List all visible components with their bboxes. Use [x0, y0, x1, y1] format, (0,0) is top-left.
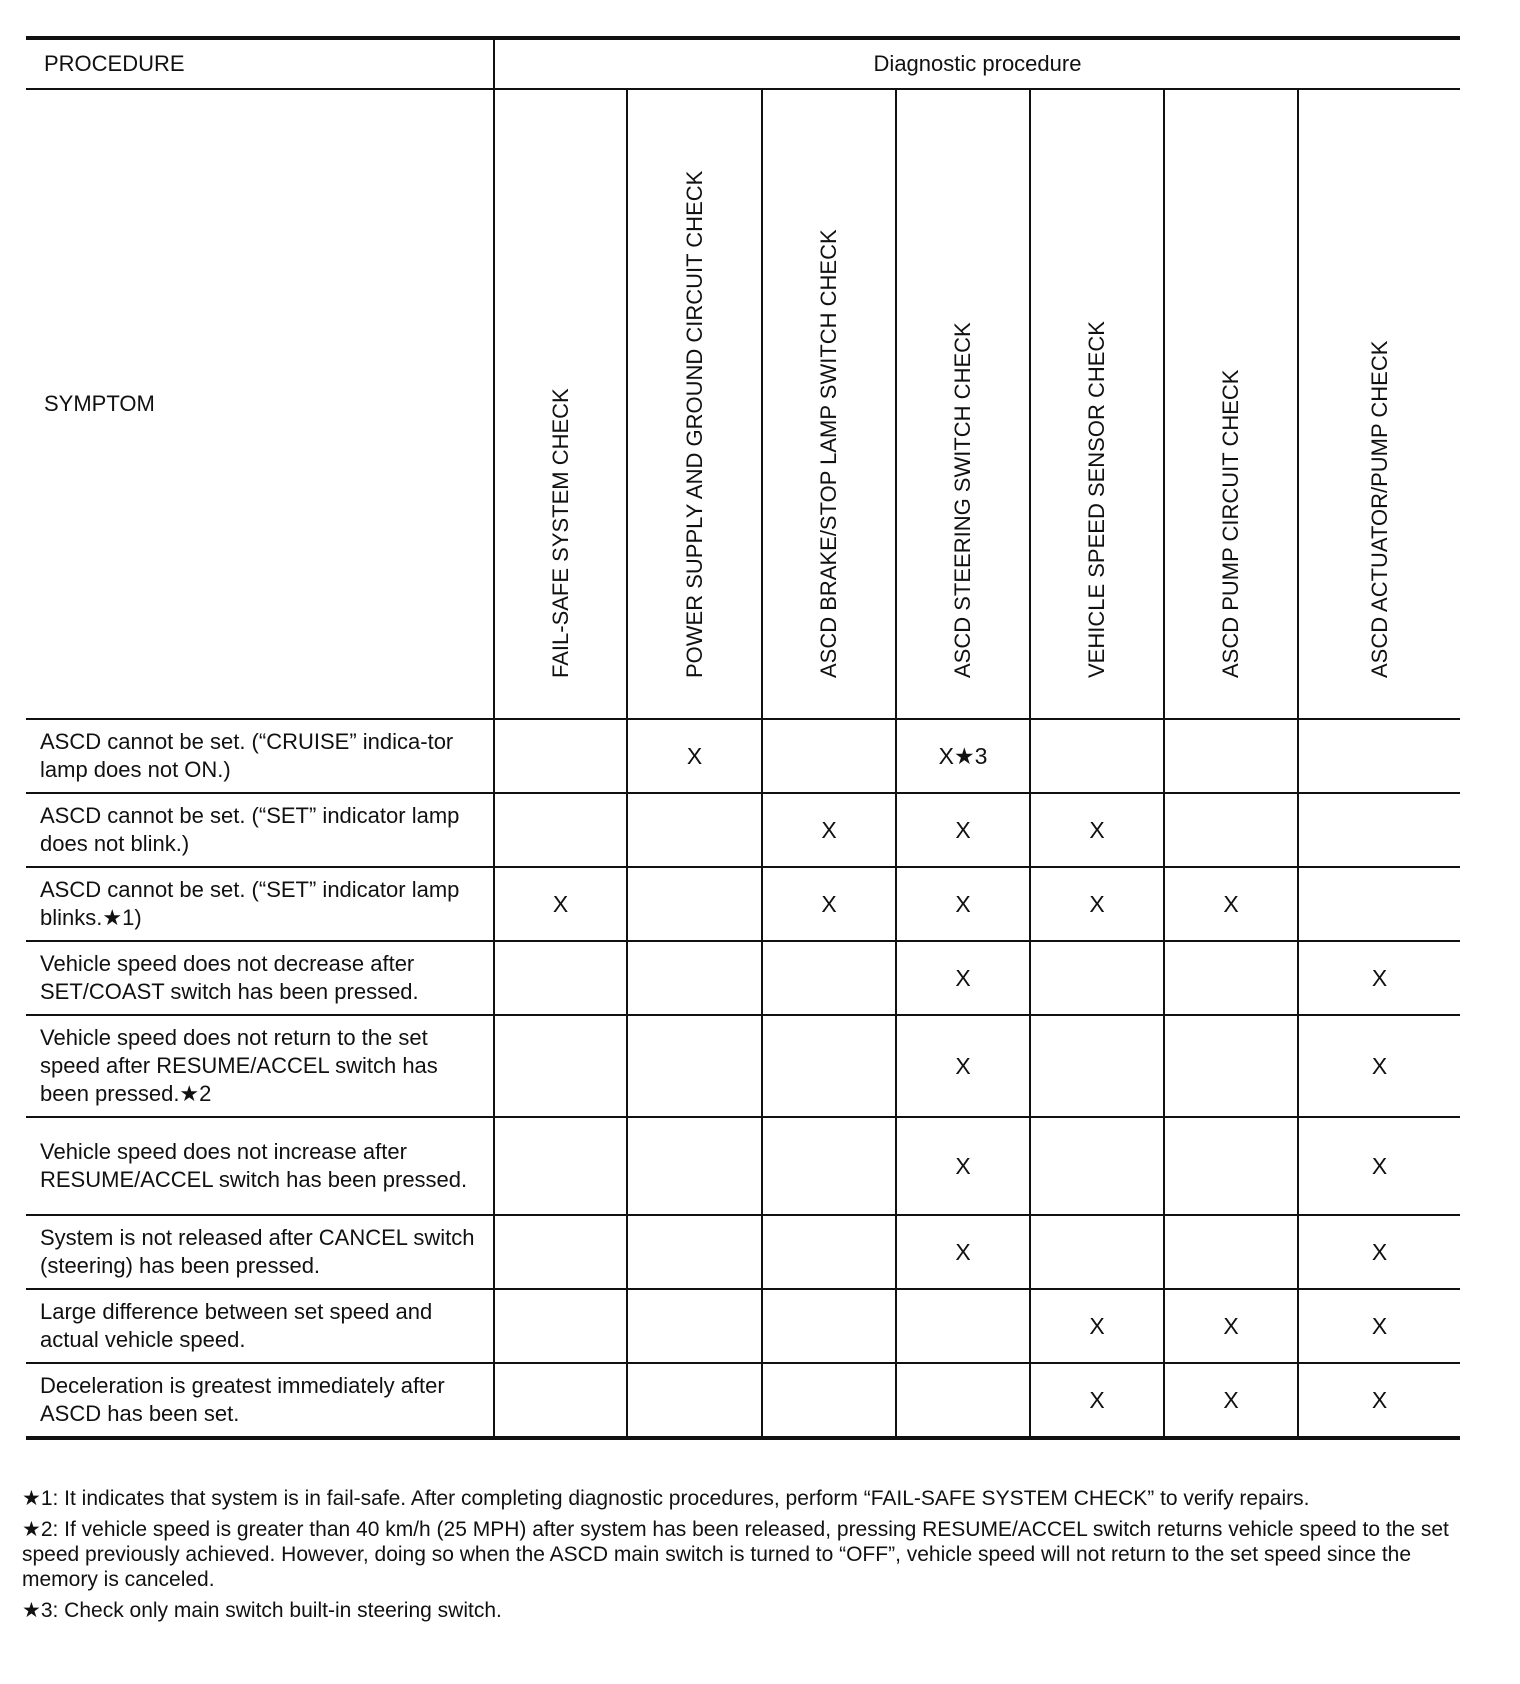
check-mark-cell — [1164, 941, 1298, 1015]
check-mark-cell — [494, 941, 627, 1015]
check-mark-cell — [1030, 941, 1164, 1015]
check-mark-cell — [762, 1363, 896, 1438]
symptom-cell: ASCD cannot be set. (“SET” indicator lamp does not blink.) — [26, 793, 494, 867]
check-mark-cell — [762, 1015, 896, 1117]
check-mark-cell — [1164, 719, 1298, 793]
check-mark-cell: X — [1164, 1289, 1298, 1363]
check-mark-cell — [1164, 1015, 1298, 1117]
check-mark-cell — [1030, 1215, 1164, 1289]
check-mark-cell: X — [1030, 793, 1164, 867]
check-mark-cell — [1030, 1015, 1164, 1117]
symptom-label: SYMPTOM — [26, 89, 494, 719]
check-mark-cell — [627, 1215, 762, 1289]
check-mark-cell — [494, 1117, 627, 1215]
column-header-label: ASCD PUMP CIRCUIT CHECK — [1218, 369, 1243, 678]
table-row — [26, 867, 1460, 941]
column-header-pump-circuit — [1164, 89, 1298, 719]
column-header-label: FAIL-SAFE SYSTEM CHECK — [547, 388, 573, 678]
footnotes — [22, 1486, 1462, 1629]
check-mark-cell — [494, 1363, 627, 1438]
column-header-brake-stop-lamp — [762, 89, 896, 719]
symptom-cell: System is not released after CANCEL switch (steering) has been pressed. — [26, 1215, 494, 1289]
table-row — [26, 1117, 1460, 1215]
table-row — [26, 1363, 1460, 1438]
check-mark-cell — [627, 1289, 762, 1363]
symptom-cell: Large difference between set speed and actual vehicle speed. — [26, 1289, 494, 1363]
check-mark-cell — [627, 867, 762, 941]
check-mark-cell: X — [762, 867, 896, 941]
header-row-columns — [26, 89, 1460, 719]
column-header-power-supply — [627, 89, 762, 719]
check-mark-cell — [1164, 1117, 1298, 1215]
table-row — [26, 793, 1460, 867]
table-row — [26, 719, 1460, 793]
symptom-cell: Vehicle speed does not return to the set speed after RESUME/ACCEL switch has been pressed.★2 — [26, 1015, 494, 1117]
check-mark-cell: X — [896, 941, 1030, 1015]
check-mark-cell — [896, 1363, 1030, 1438]
check-mark-cell — [494, 1289, 627, 1363]
check-mark-cell — [1164, 793, 1298, 867]
check-mark-cell — [627, 941, 762, 1015]
check-mark-cell: X — [1298, 1117, 1460, 1215]
column-header-label: ASCD BRAKE/STOP LAMP SWITCH CHECK — [816, 229, 841, 678]
footnote-2: ★2: If vehicle speed is greater than 40 km/h (25 MPH) after system has been released, pressing RESUME/ACCEL switch returns vehicle speed to the set speed previously achieved. However, doing so when the ASCD main switch is turned to “OFF”, vehicle speed will not return to the set speed since the memory is canceled. — [22, 1518, 1449, 1591]
check-mark-cell — [896, 1289, 1030, 1363]
check-mark-cell: X — [1030, 867, 1164, 941]
table-row — [26, 1215, 1460, 1289]
table-row — [26, 1015, 1460, 1117]
column-header-label: ASCD STEERING SWITCH CHECK — [950, 322, 975, 678]
check-mark-cell: X — [1164, 867, 1298, 941]
check-mark-cell — [494, 1015, 627, 1117]
check-mark-cell — [762, 719, 896, 793]
check-mark-cell — [1030, 1117, 1164, 1215]
column-header-label: VEHICLE SPEED SENSOR CHECK — [1084, 321, 1109, 678]
check-mark-cell — [494, 719, 627, 793]
check-mark-cell: X — [896, 1117, 1030, 1215]
check-mark-cell: X — [1298, 1289, 1460, 1363]
table-row — [26, 941, 1460, 1015]
check-mark-cell: X★3 — [896, 719, 1030, 793]
check-mark-cell: X — [896, 1215, 1030, 1289]
check-mark-cell: X — [762, 793, 896, 867]
column-header-vehicle-speed-sensor — [1030, 89, 1164, 719]
check-mark-cell: X — [1298, 1215, 1460, 1289]
symptom-cell: ASCD cannot be set. (“SET” indicator lamp blinks.★1) — [26, 867, 494, 941]
check-mark-cell: X — [627, 719, 762, 793]
column-header-fail-safe — [494, 89, 627, 719]
check-mark-cell — [1030, 719, 1164, 793]
column-header-actuator-pump — [1298, 89, 1460, 719]
table-row — [26, 1289, 1460, 1363]
procedure-label: PROCEDURE — [26, 38, 494, 89]
symptom-cell: Vehicle speed does not decrease after SET/COAST switch has been pressed. — [26, 941, 494, 1015]
check-mark-cell — [1298, 793, 1460, 867]
diagnostic-table — [26, 36, 1460, 1440]
check-mark-cell: X — [1298, 1015, 1460, 1117]
check-mark-cell — [494, 793, 627, 867]
check-mark-cell: X — [1164, 1363, 1298, 1438]
column-header-steering-switch — [896, 89, 1030, 719]
symptom-cell: ASCD cannot be set. (“CRUISE” indica-tor lamp does not ON.) — [26, 719, 494, 793]
check-mark-cell: X — [896, 793, 1030, 867]
check-mark-cell — [494, 1215, 627, 1289]
check-mark-cell — [762, 1289, 896, 1363]
footnote-3: ★3: Check only main switch built-in steering switch. — [22, 1599, 502, 1622]
check-mark-cell — [627, 1117, 762, 1215]
footnote-1: ★1: It indicates that system is in fail-safe. After completing diagnostic procedures, perform “FAIL-SAFE SYSTEM CHECK” to verify repairs. — [22, 1487, 1310, 1510]
check-mark-cell: X — [896, 867, 1030, 941]
check-mark-cell — [1164, 1215, 1298, 1289]
header-row-procedure — [26, 38, 1460, 89]
check-mark-cell — [627, 1015, 762, 1117]
check-mark-cell — [762, 941, 896, 1015]
column-header-label: POWER SUPPLY AND GROUND CIRCUIT CHECK — [681, 170, 707, 678]
check-mark-cell — [1298, 719, 1460, 793]
check-mark-cell: X — [1298, 941, 1460, 1015]
check-mark-cell: X — [896, 1015, 1030, 1117]
check-mark-cell — [762, 1215, 896, 1289]
check-mark-cell — [1298, 867, 1460, 941]
column-header-label: ASCD ACTUATOR/PUMP CHECK — [1366, 340, 1392, 678]
check-mark-cell: X — [1298, 1363, 1460, 1438]
check-mark-cell: X — [1030, 1289, 1164, 1363]
check-mark-cell: X — [1030, 1363, 1164, 1438]
symptom-cell: Vehicle speed does not increase after RESUME/ACCEL switch has been pressed. — [26, 1117, 494, 1215]
check-mark-cell — [627, 1363, 762, 1438]
symptom-cell: Deceleration is greatest immediately after ASCD has been set. — [26, 1363, 494, 1438]
check-mark-cell — [627, 793, 762, 867]
check-mark-cell: X — [494, 867, 627, 941]
check-mark-cell — [762, 1117, 896, 1215]
diagnostic-procedure-label: Diagnostic procedure — [494, 38, 1460, 89]
